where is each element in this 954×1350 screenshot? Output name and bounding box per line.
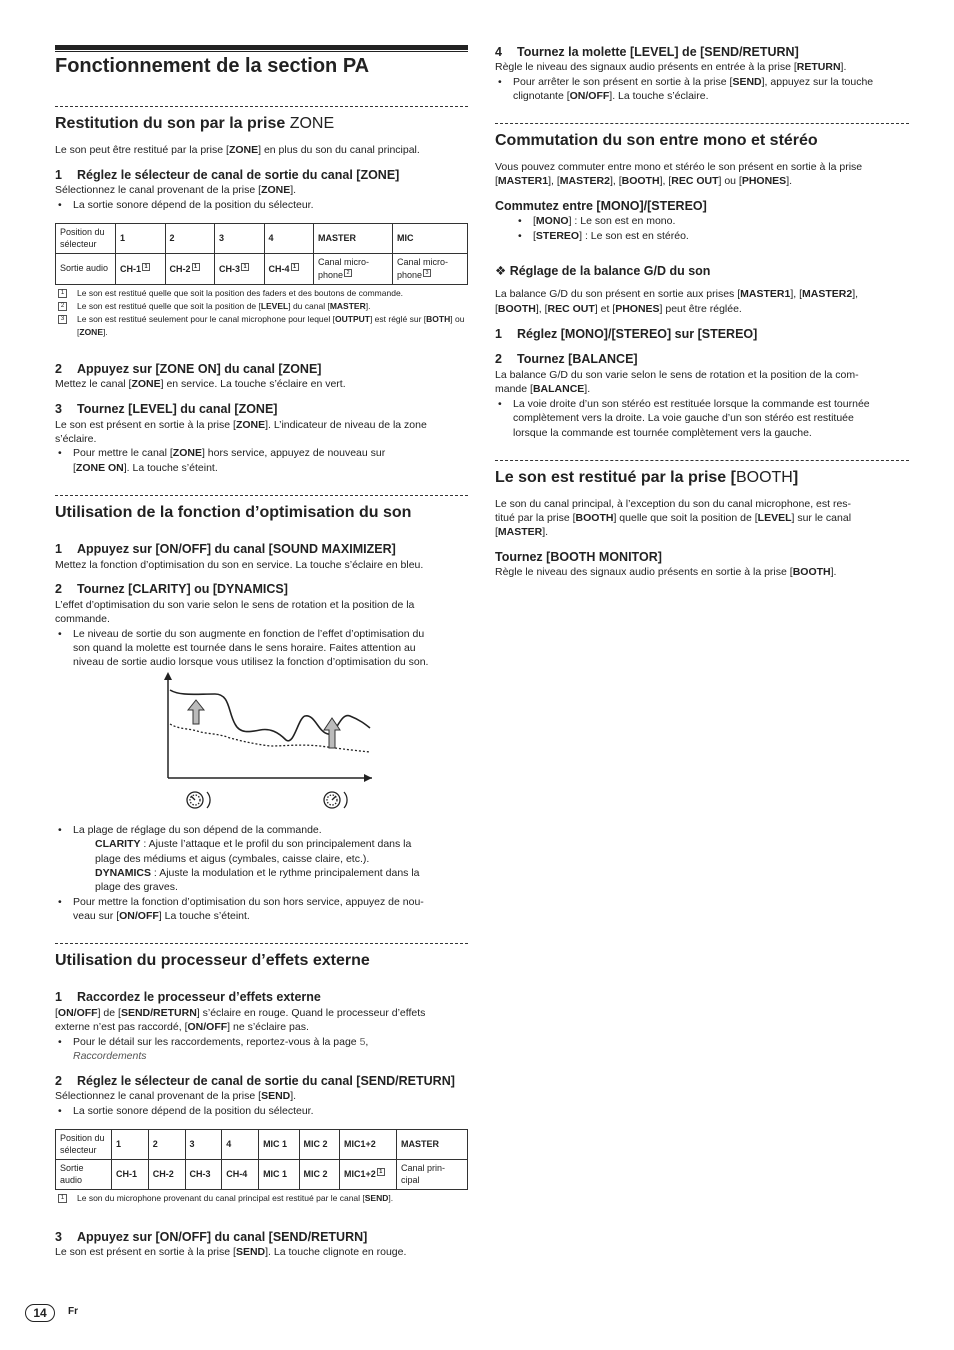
sound-step2-bullet: • Le niveau de sortie du son augmente en fonction de l’effet d’optimisation du [55, 627, 424, 642]
external-step1-title: 1 Raccordez le processeur d’effets externe [55, 990, 321, 1004]
zone-step1-bullet: • La sortie sonore dépend de la position du sélecteur. [55, 198, 314, 213]
table-cell: 3 [185, 1130, 222, 1160]
page-number: 14 [25, 1304, 55, 1322]
zone-step1-text: Sélectionnez le canal provenant de la prise [ZONE]. [55, 184, 297, 196]
booth-sub: Tournez [BOOTH MONITOR] [495, 550, 662, 564]
zone-note-2: 2 Le son est restitué quelle que soit la position de [LEVEL] du canal [MASTER]. [55, 300, 472, 313]
sound-step2-bullet-cont: niveau de sortie audio lorsque vous utilisez la fonction d’optimisation du son. [73, 656, 429, 668]
table-cell: CH-3 1 [215, 254, 265, 285]
page-link[interactable]: 5 [359, 1036, 366, 1048]
table-cell: Canal micro-phone 3 [393, 254, 468, 285]
table-cell: CH-2 1 [165, 254, 215, 285]
mono-intro2: [MASTER1], [MASTER2], [BOOTH], [REC OUT] ou [PHONES]. [495, 175, 793, 187]
sound-range-bullet: • La plage de réglage du son dépend de la commande. [55, 823, 322, 838]
table-cell: Canal prin-cipal [397, 1160, 468, 1190]
external-step2-title: 2 Réglez le sélecteur de canal de sortie du canal [SEND/RETURN] [55, 1074, 455, 1088]
external-heading: Utilisation du processeur d’effets externe [55, 952, 370, 969]
table-cell: MIC [393, 224, 468, 254]
balance-step2-t1: La balance G/D du son varie selon le sens de rotation et la position de la com- [495, 369, 859, 381]
zone-step3-text2: s’éclaire. [55, 433, 97, 445]
send-step4-bullet: • Pour arrêter le son présent en sortie à la prise [SEND], appuyez sur la touche [495, 75, 873, 90]
mono-bullet: • [MONO] : Le son est en mono. [515, 214, 675, 229]
clarity-desc: CLARITY : Ajuste l’attaque et le profil du son principalement dans la [95, 838, 412, 850]
table-row-label: Sortie audio [56, 254, 116, 285]
table-row-label: Position du sélecteur [56, 1130, 112, 1160]
table-cell: 2 [165, 224, 215, 254]
section-divider [495, 123, 909, 124]
zone-step3-text: Le son est présent en sortie à la prise [ZONE]. L’indicateur de niveau de la zone [55, 419, 427, 431]
table-cell: CH-4 [222, 1160, 259, 1190]
section-divider [55, 943, 468, 944]
table-cell: MIC 1 [259, 1160, 299, 1190]
external-step3-text: Le son est présent en sortie à la prise [SEND]. La touche clignote en rouge. [55, 1246, 407, 1258]
dynamics-desc-cont: plage des graves. [95, 881, 178, 893]
booth-text3: [MASTER]. [495, 526, 549, 538]
table-cell: MIC 1 [259, 1130, 299, 1160]
table-cell: MASTER [314, 224, 393, 254]
balance-bullet: • La voie droite d’un son stéréo est restituée lorsque la commande est tournée [495, 397, 870, 412]
diamond-icon: ❖ [495, 264, 510, 278]
balance-bullet-cont: lorsque la commande est tournée complètement vers la gauche. [513, 427, 812, 439]
zone-note-3: 3 Le son est restitué seulement pour le canal microphone pour lequel [OUTPUT] est réglé sur [BOTH] ou [ZONE]. [55, 313, 467, 338]
balance-text1: La balance G/D du son présent en sortie aux prises [MASTER1], [MASTER2], [495, 288, 859, 300]
section-divider [55, 495, 468, 496]
table-cell: 4 [222, 1130, 259, 1160]
send-note: 1 Le son du microphone provenant du canal principal est restitué par le canal [SEND]. [55, 1192, 477, 1205]
external-step2-text: Sélectionnez le canal provenant de la prise [SEND]. [55, 1090, 297, 1102]
zone-step3-bullet-cont: [ZONE ON]. La touche s’éteint. [73, 462, 218, 474]
zone-selector-table [55, 223, 468, 285]
table-cell: 1 [112, 1130, 149, 1160]
zone-step2-title: 2 Appuyez sur [ZONE ON] du canal [ZONE] [55, 362, 322, 376]
booth-heading: Le son est restitué par la prise [BOOTH] [495, 469, 799, 486]
balance-bullet-cont: complètement vers la droite. La voie gauche d’un son stéréo est restituée [513, 412, 854, 424]
external-step2-bullet: • La sortie sonore dépend de la position du sélecteur. [55, 1104, 314, 1119]
zone-intro: Le son peut être restitué par la prise [ZONE] en plus du son du canal principal. [55, 144, 420, 156]
balance-step2-title: 2 Tournez [BALANCE] [495, 352, 638, 366]
table-cell: 2 [148, 1130, 185, 1160]
sound-step2-bullet-cont: son quand la molette est tournée dans le sens horaire. Faites attention au [73, 642, 416, 654]
raccordements-link[interactable]: Raccordements [73, 1050, 147, 1062]
zone-step3-bullet: • Pour mettre le canal [ZONE] hors service, appuyez de nouveau sur [55, 446, 385, 461]
section-divider [55, 106, 468, 107]
booth-text4: Règle le niveau des signaux audio présents en sortie à la prise [BOOTH]. [495, 566, 837, 578]
language-code: Fr [68, 1306, 78, 1317]
knob-icon [187, 792, 210, 808]
zone-heading: Restitution du son par la prise ZONE [55, 115, 335, 132]
table-cell: MIC1+2 1 [340, 1160, 397, 1190]
title-rule [55, 45, 468, 50]
optimized-curve [170, 690, 370, 741]
table-cell: 1 [116, 224, 166, 254]
table-cell: 4 [264, 224, 314, 254]
sound-off-bullet: • Pour mettre la fonction d’optimisation du son hors service, appuyez de nou- [55, 895, 424, 910]
stereo-bullet: • [STEREO] : Le son est en stéréo. [515, 229, 689, 244]
mono-intro1: Vous pouvez commuter entre mono et stéréo le son présent en sortie à la prise [495, 161, 863, 173]
table-cell: 3 [215, 224, 265, 254]
external-step3-title: 3 Appuyez sur [ON/OFF] du canal [SEND/RETURN] [55, 1230, 368, 1244]
sound-step2-text2: commande. [55, 613, 110, 625]
send-selector-table [55, 1129, 468, 1190]
table-row-label: Position du sélecteur [56, 224, 116, 254]
table-cell: MASTER [397, 1130, 468, 1160]
graph-axes [168, 674, 372, 778]
table-cell: Canal micro-phone 2 [314, 254, 393, 285]
booth-text1: Le son du canal principal, à l’exception du son du canal microphone, est res- [495, 498, 852, 510]
sound-step1-title: 1 Appuyez sur [ON/OFF] du canal [SOUND MAXIMIZER] [55, 542, 396, 556]
zone-note-1: 1 Le son est restitué quelle que soit la position des faders et des boutons de commande. [55, 287, 472, 300]
dynamics-desc: DYNAMICS : Ajuste la modulation et le rythme principalement dans la [95, 867, 420, 879]
sound-step2-text1: L’effet d’optimisation du son varie selon le sens de rotation et la position de la [55, 599, 415, 611]
balance-step1-title: 1 Réglez [MONO]/[STEREO] sur [STEREO] [495, 327, 758, 341]
mono-heading: Commutation du son entre mono et stéréo [495, 132, 818, 149]
send-step4-bullet-cont: clignotante [ON/OFF]. La touche s’éclaire. [513, 90, 709, 102]
zone-step2-text: Mettez le canal [ZONE] en service. La touche s’éclaire en vert. [55, 378, 346, 390]
balance-text2: [BOOTH], [REC OUT] et [PHONES] peut être réglée. [495, 303, 742, 315]
balance-step2-t2: mande [BALANCE]. [495, 383, 591, 395]
clarity-desc-cont: plage des médiums et aigus (cymbales, caisse claire, etc.). [95, 853, 370, 865]
sound-optimization-illustration [160, 672, 380, 817]
table-cell: MIC1+2 [340, 1130, 397, 1160]
balance-heading: ❖ Réglage de la balance G/D du son [495, 264, 711, 278]
sound-step1-text: Mettez la fonction d’optimisation du son en service. La touche s’éclaire en bleu. [55, 559, 424, 571]
mono-sub: Commutez entre [MONO]/[STEREO] [495, 199, 707, 213]
page-title: Fonctionnement de la section PA [55, 55, 370, 77]
booth-text2: titué par la prise [BOOTH] quelle que soit la position de [LEVEL] sur le canal [495, 512, 852, 524]
zone-step1-title: 1 Réglez le sélecteur de canal de sortie du canal [ZONE] [55, 168, 400, 182]
table-cell: MIC 2 [299, 1130, 340, 1160]
table-row-label: Sortie audio [56, 1160, 112, 1190]
original-curve [170, 724, 370, 752]
table-cell: CH-2 [148, 1160, 185, 1190]
knob-icon [324, 792, 347, 808]
table-cell: MIC 2 [299, 1160, 340, 1190]
send-step4-text: Règle le niveau des signaux audio présents en entrée à la prise [RETURN]. [495, 61, 847, 73]
external-step1-text2: externe n’est pas raccordé, [ON/OFF] ne s’éclaire pas. [55, 1021, 309, 1033]
table-cell: CH-3 [185, 1160, 222, 1190]
zone-step3-title: 3 Tournez [LEVEL] du canal [ZONE] [55, 402, 278, 416]
external-step1-text1: [ON/OFF] de [SEND/RETURN] s’éclaire en rouge. Quand le processeur d’effets [55, 1007, 426, 1019]
title-rule-thin [55, 51, 468, 52]
sound-off-bullet-cont: veau sur [ON/OFF] La touche s’éteint. [73, 910, 250, 922]
external-step1-bullet: • Pour le détail sur les raccordements, reportez-vous à la page 5, [55, 1035, 368, 1050]
table-cell: CH-1 [112, 1160, 149, 1190]
section-divider [495, 460, 909, 461]
send-step4-title: 4 Tournez la molette [LEVEL] de [SEND/RETURN] [495, 45, 799, 59]
table-cell: CH-1 1 [116, 254, 166, 285]
table-cell: CH-4 1 [264, 254, 314, 285]
sound-step2-title: 2 Tournez [CLARITY] ou [DYNAMICS] [55, 582, 288, 596]
sound-heading: Utilisation de la fonction d’optimisation du son [55, 504, 412, 521]
